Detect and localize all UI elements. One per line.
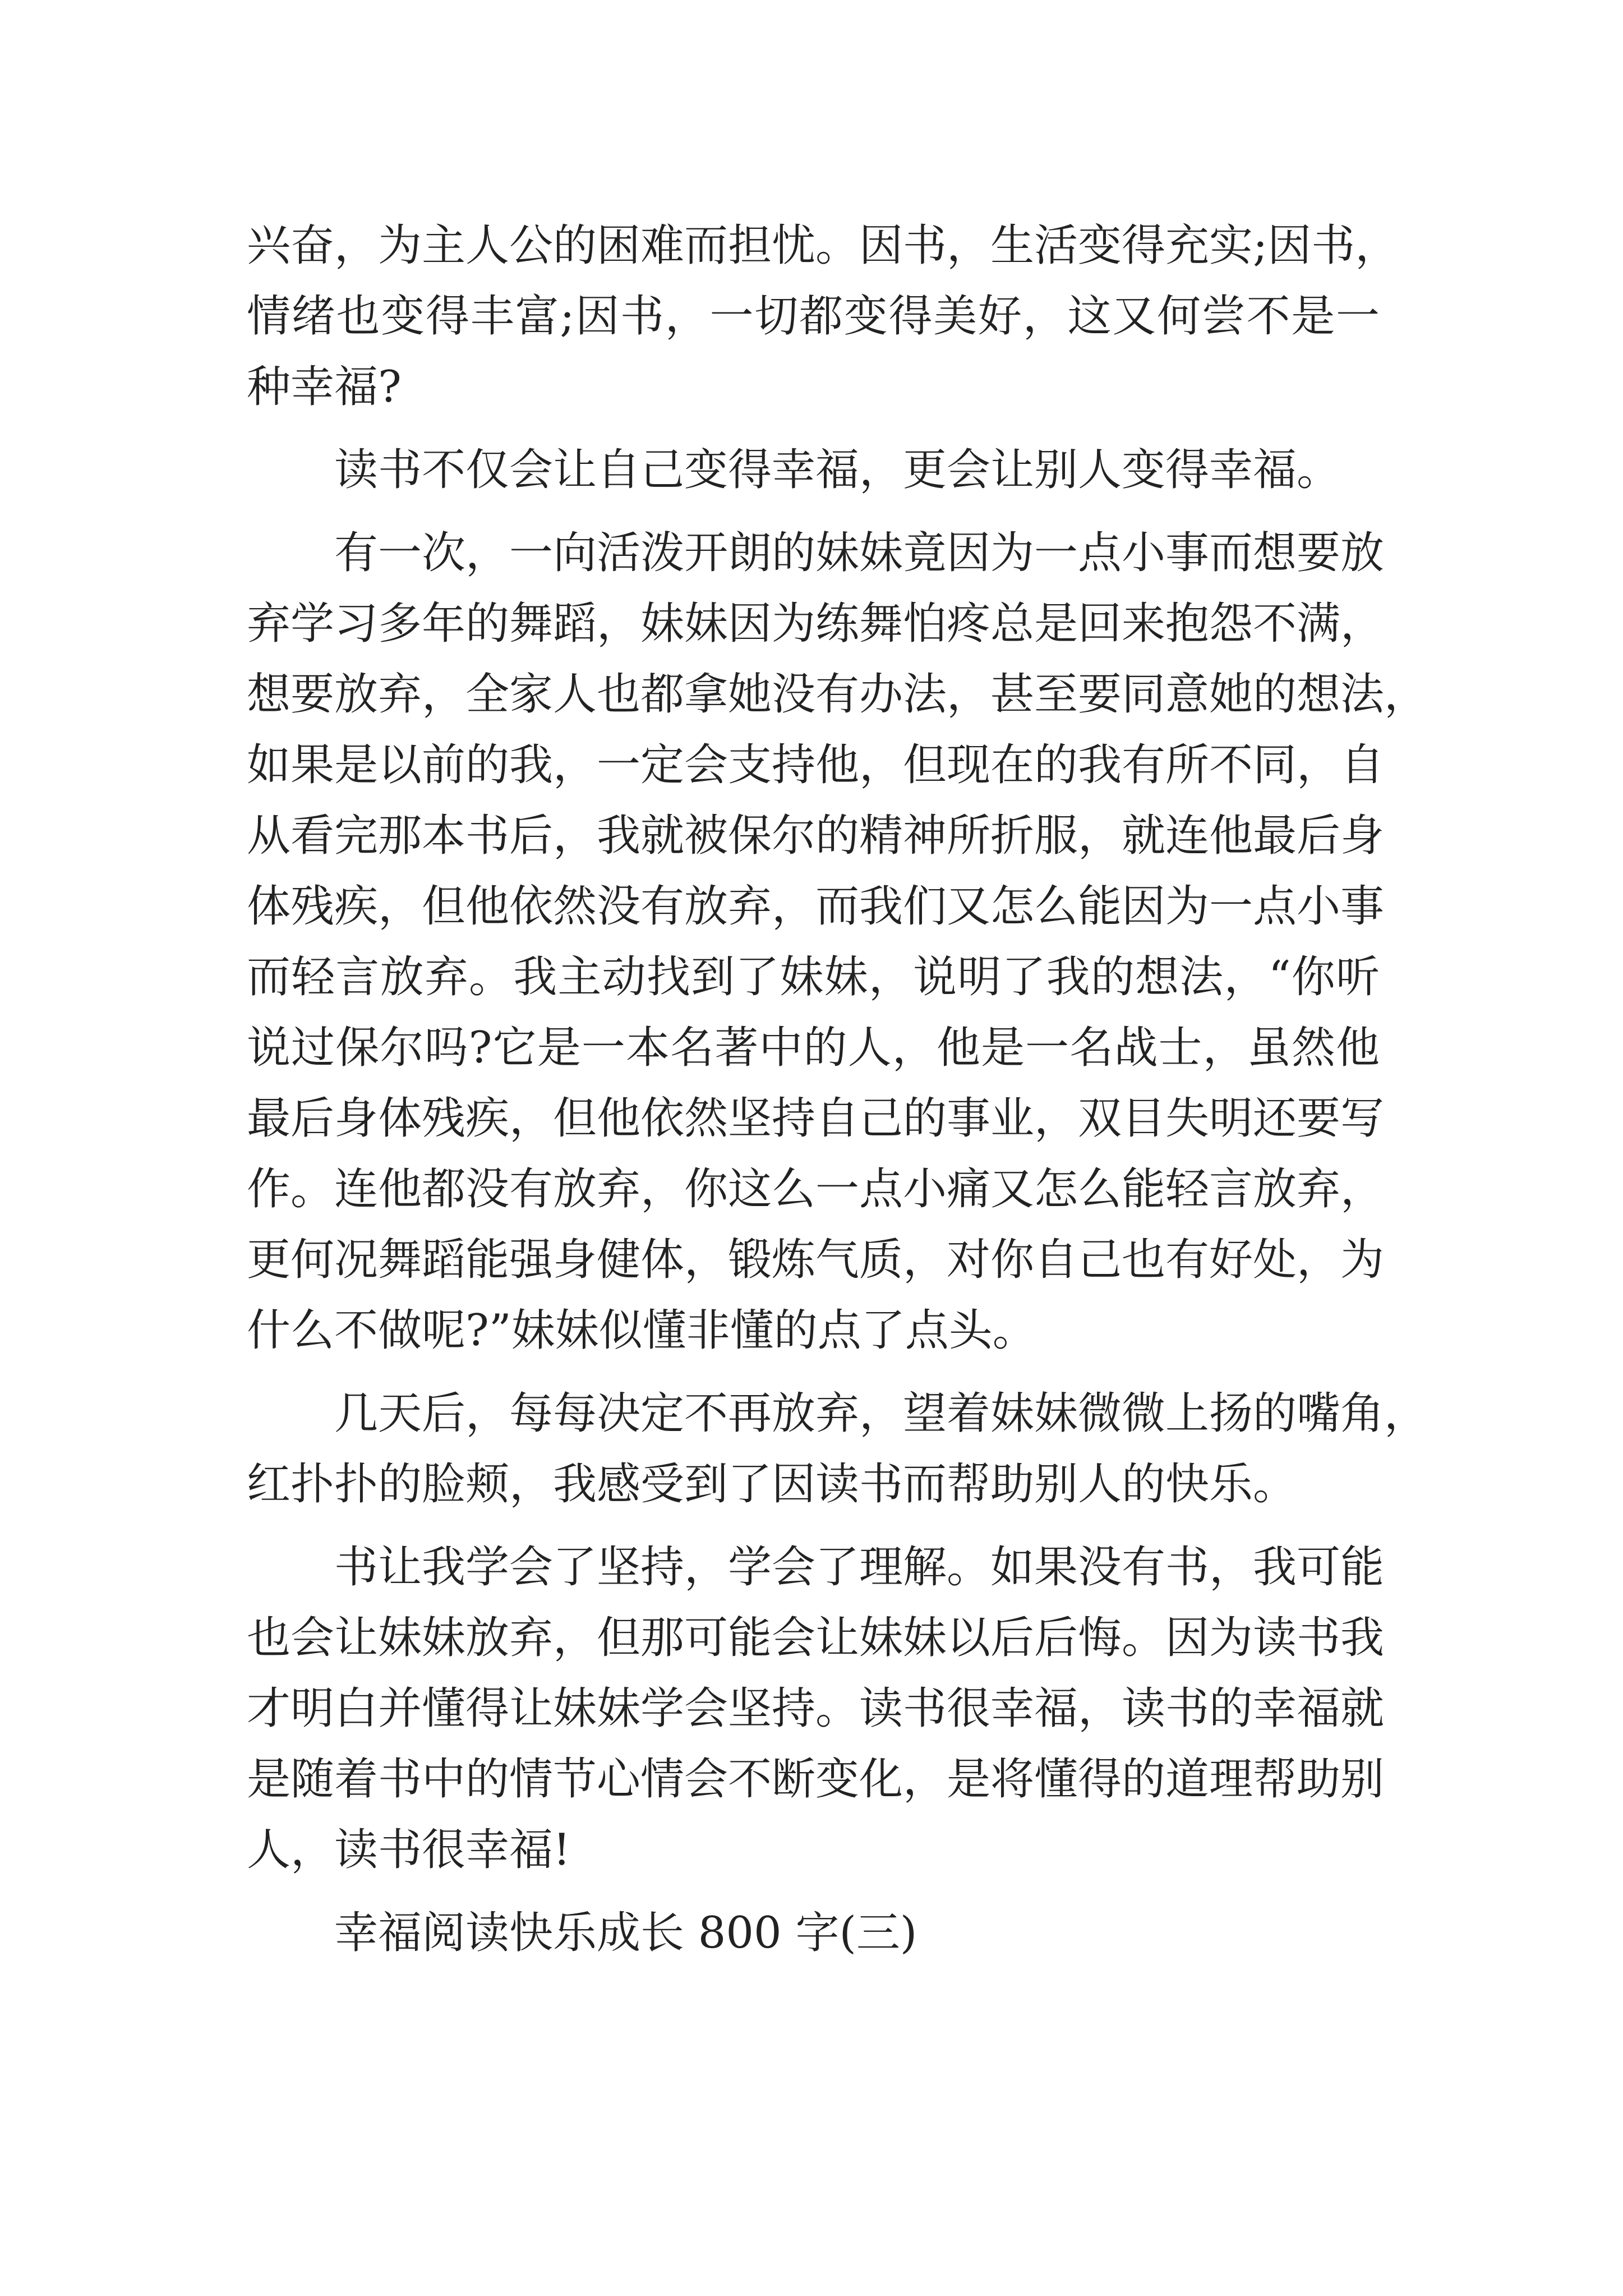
section-heading: [247, 1898, 1380, 1968]
text-line: 人，读书很幸福!: [247, 1825, 571, 1875]
text-line: 才明白并懂得让妹妹学会坚持。读书很幸福，读书的幸福就: [247, 1683, 1385, 1734]
text-line: 有一次，一向活泼开朗的妹妹竟因为一点小事而想要放: [334, 528, 1385, 578]
text-line: 书让我学会了坚持，学会了理解。如果没有书，我可能: [334, 1542, 1385, 1593]
paragraph-outcome: [247, 1378, 1428, 1520]
document-body: [247, 210, 1428, 1968]
text-line: 什么不做呢?”妹妹似懂非懂的点了点头。: [247, 1305, 1036, 1356]
text-line: 说过保尔吗?它是一本名著中的人，他是一名战士，虽然他: [247, 1023, 1380, 1073]
text-line: 读书不仅会让自己变得幸福，更会让别人变得幸福。: [334, 445, 1341, 495]
text-line: 几天后，每每决定不再放弃，望着妹妹微微上扬的嘴角，: [334, 1388, 1428, 1439]
text-line: 而轻言放弃。我主动找到了妹妹，说明了我的想法，“你听: [247, 952, 1380, 1002]
text-line: 种幸福?: [247, 362, 402, 412]
text-line: 弃学习多年的舞蹈，妹妹因为练舞怕疼总是回来抱怨不满，: [247, 599, 1385, 649]
text-line: 情绪也变得丰富;因书，一切都变得美好，这又何尝不是一: [247, 291, 1380, 342]
text-line: 更何况舞蹈能强身健体，锻炼气质，对你自己也有好处，为: [247, 1235, 1385, 1285]
heading-text: 幸福阅读快乐成长 800 字(三): [334, 1908, 917, 1958]
text-line: 最后身体残疾，但他依然坚持自己的事业，双目失明还要写: [247, 1093, 1385, 1144]
text-line: 体残疾，但他依然没有放弃，而我们又怎么能因为一点小事: [247, 881, 1385, 932]
paragraph-continuation: [247, 210, 1399, 422]
paragraph-story: [247, 518, 1428, 1366]
paragraph-conclusion: [247, 1532, 1385, 1885]
paragraph-thesis: [247, 435, 1380, 505]
text-line: 想要放弃，全家人也都拿她没有办法，甚至要同意她的想法，: [247, 669, 1428, 720]
text-line: 从看完那本书后，我就被保尔的精神所折服，就连他最后身: [247, 811, 1385, 861]
text-line: 红扑扑的脸颊，我感受到了因读书而帮助别人的快乐。: [247, 1459, 1297, 1510]
text-line: 兴奋，为主人公的困难而担忧。因书，生活变得充实;因书，: [247, 220, 1399, 271]
text-line: 如果是以前的我，一定会支持他，但现在的我有所不同，自: [247, 740, 1385, 790]
text-line: 是随着书中的情节心情会不断变化，是将懂得的道理帮助别: [247, 1754, 1385, 1805]
text-line: 作。连他都没有放弃，你这么一点小痛又怎么能轻言放弃，: [247, 1164, 1385, 1214]
text-line: 也会让妹妹放弃，但那可能会让妹妹以后后悔。因为读书我: [247, 1613, 1385, 1663]
